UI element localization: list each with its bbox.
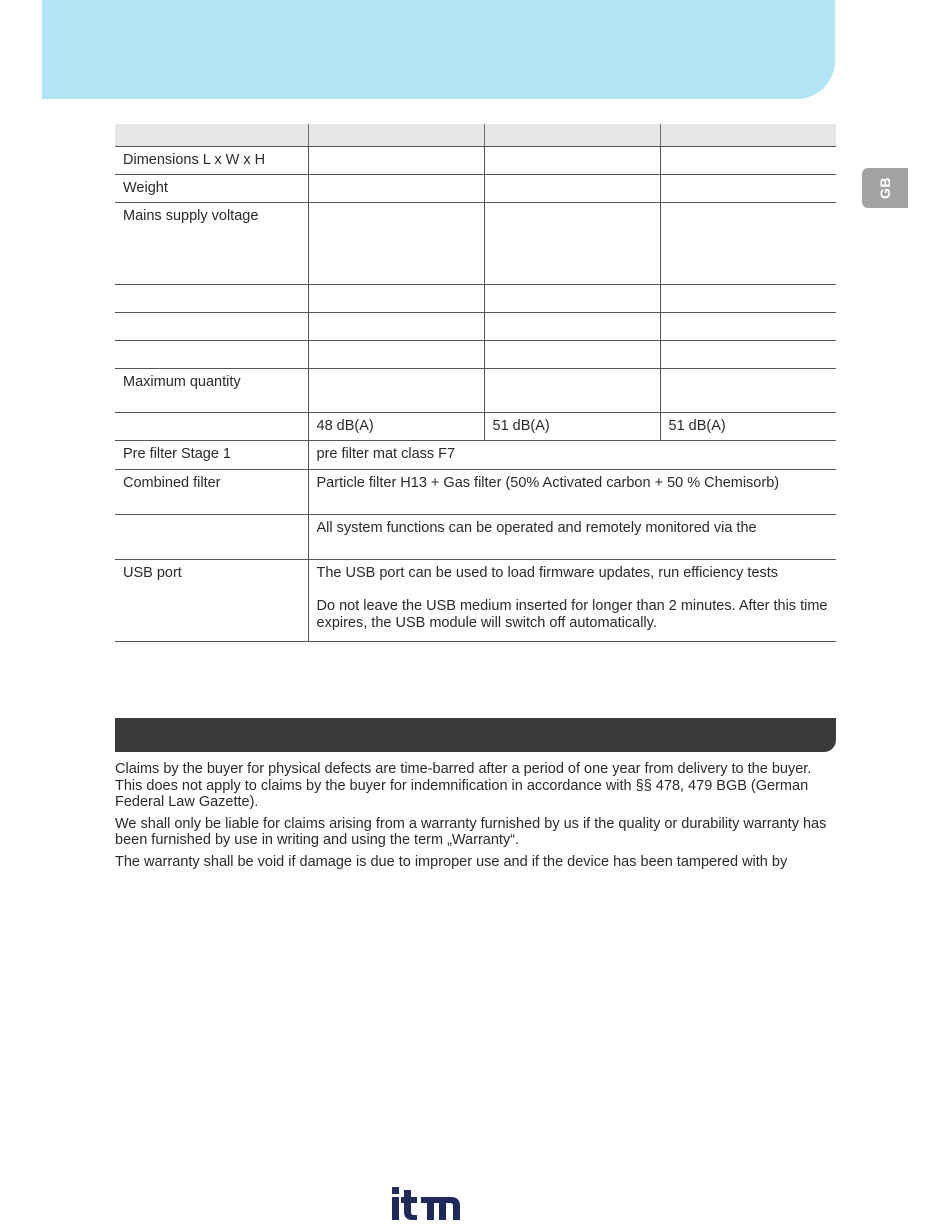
table-label-cell: Maximum quantity [115,369,308,413]
table-cell [484,313,660,341]
language-tab-label: GB [877,177,893,199]
table-cell [308,441,836,470]
table-cell [660,369,836,413]
table-row [115,341,836,369]
table-cell [484,203,660,285]
table-cell [484,285,660,313]
table-label-cell [115,515,308,560]
table-cell [660,124,836,147]
table-cell [484,175,660,203]
header-band [42,0,835,99]
table-row [115,313,836,341]
cell-text: Do not leave the USB medium inserted for longer than 2 minutes. After this time expires, the USB module will switch off automatically. [316,598,828,631]
spec-table [115,124,836,642]
table-cell [115,124,308,147]
table-row [115,413,836,441]
table-row [115,285,836,313]
table-row [115,470,836,515]
table-cell [660,203,836,285]
table-row [115,147,836,175]
table-cell [660,147,836,175]
table-cell [484,341,660,369]
table-cell: 48 dB(A) [308,413,484,441]
table-label-cell [115,341,308,369]
warranty-text [115,761,835,875]
cell-text: Particle filter H13 + Gas filter (50% Activated carbon + 50 % Chemisorb) [316,475,780,491]
cell-text: The USB port can be used to load firmware updates, run efficiency tests [316,565,779,581]
table-cell [308,285,484,313]
table-label-cell [115,413,308,441]
table-cell [484,124,660,147]
table-cell [660,175,836,203]
table-cell [308,341,484,369]
table-row [115,515,836,560]
table-row [115,369,836,413]
table-cell [660,341,836,369]
table-cell [308,470,836,515]
table-row [115,441,836,470]
warranty-section-header [115,718,836,752]
table-cell [308,313,484,341]
table-cell [660,313,836,341]
language-tab[interactable] [862,168,908,208]
table-row [115,560,836,642]
table-header-row [115,124,836,147]
table-label-cell [115,285,308,313]
table-cell [308,124,484,147]
table-label-cell: Combined filter [115,470,308,515]
cell-text: All system functions can be operated and remotely monitored via the [316,520,757,536]
paragraph: We shall only be liable for claims arising from a warranty furnished by us if the quality or durability warranty has been furnished by use in writing and using the term „Warranty“. [115,815,827,848]
cell-text: pre filter mat class F7 [316,446,456,462]
table-label-cell: Mains supply voltage [115,203,308,285]
table-cell [308,175,484,203]
table-cell [484,369,660,413]
table-label-cell: Weight [115,175,308,203]
paragraph: Claims by the buyer for physical defects are time-barred after a period of one year from delivery to the buyer. This does not apply to claims by the buyer for indemnification in accordance with §§ 478, 479 BGB (German Federal Law Gazette). [115,761,812,810]
paragraph: The warranty shall be void if damage is due to improper use and if the device has been tampered with by [115,853,788,870]
table-cell: 51 dB(A) [660,413,836,441]
table-cell: 51 dB(A) [484,413,660,441]
table-label-cell [115,313,308,341]
table-cell [308,147,484,175]
table-row [115,203,836,285]
table-label-cell: Dimensions L x W x H [115,147,308,175]
itm-logo [390,1186,464,1222]
table-row [115,175,836,203]
table-cell [308,369,484,413]
table-cell [660,285,836,313]
table-cell [308,203,484,285]
table-label-cell: USB port [115,560,308,642]
table-cell [308,515,836,560]
table-label-cell: Pre filter Stage 1 [115,441,308,470]
table-cell [484,147,660,175]
table-cell [308,560,836,642]
